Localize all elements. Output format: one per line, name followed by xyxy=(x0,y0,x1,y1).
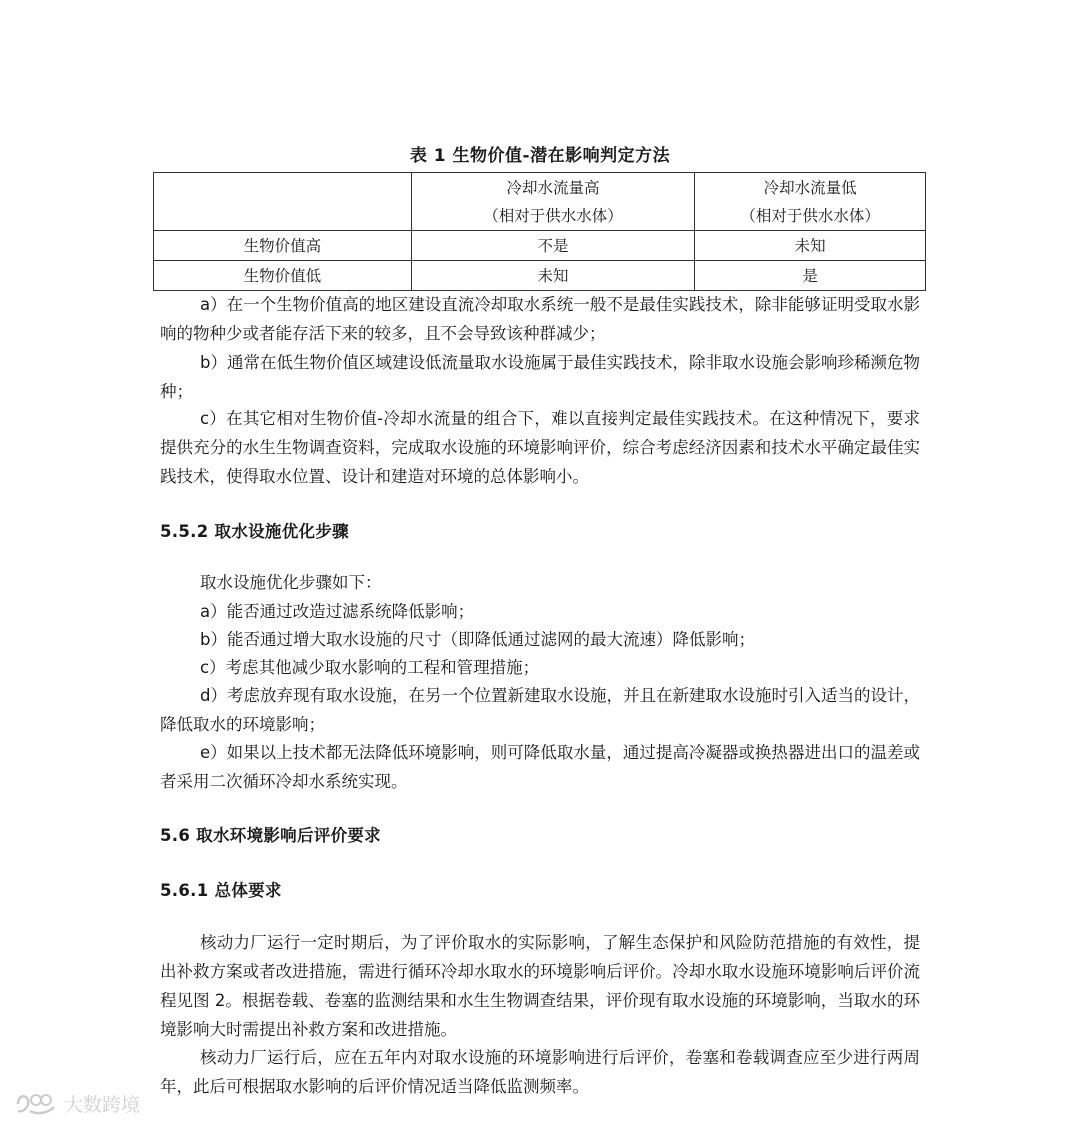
row-label: 生物价值低 xyxy=(154,261,412,291)
list-item: e）如果以上技术都无法降低环境影响，则可降低取水量，通过提高冷凝器或换热器进出口的温差或者采用二次循环冷却水系统实现。 xyxy=(160,743,920,791)
list-item: a）能否通过改造过滤系统降低影响； xyxy=(200,602,475,621)
cell-high: 不是 xyxy=(411,231,695,261)
header-flow-low xyxy=(695,173,926,231)
header-flow-low-line1: 冷却水流量低 xyxy=(763,178,857,197)
header-flow-high xyxy=(411,173,695,231)
table-corner-cell xyxy=(154,173,412,231)
list-item: d）考虑放弃现有取水设施，在另一个位置新建取水设施，并且在新建取水设施时引入适当的设计，降低取水的环境影响； xyxy=(160,686,920,734)
table-row xyxy=(154,261,926,291)
section-heading-552: 5.5.2 取水设施优化步骤 xyxy=(160,522,349,541)
section-heading-56: 5.6 取水环境影响后评价要求 xyxy=(160,826,381,845)
list-intro: 取水设施优化步骤如下： xyxy=(200,573,382,592)
row-label: 生物价值高 xyxy=(154,231,412,261)
header-flow-low-line2: （相对于供水水体） xyxy=(740,206,880,225)
paragraph-b: b）通常在低生物价值区域建设低流量取水设施属于最佳实践技术，除非取水设施会影响珍稀濒危物种； xyxy=(160,353,920,401)
header-flow-high-line2: （相对于供水水体） xyxy=(483,206,623,225)
table-header-row xyxy=(154,173,926,231)
paragraph-c: c）在其它相对生物价值-冷却水流量的组合下，难以直接判定最佳实践技术。在这种情况下，要求提供充分的水生生物调查资料，完成取水设施的环境影响评价，综合考虑经济因素和技术水平确定最佳实践技术，使得取水位置、设计和建造对环境的总体影响小。 xyxy=(160,409,920,486)
cell-high: 未知 xyxy=(411,261,695,291)
table-title: 表 1 生物价值-潜在影响判定方法 xyxy=(409,146,671,166)
cell-low: 未知 xyxy=(695,231,926,261)
header-flow-high-line1: 冷却水流量高 xyxy=(506,178,600,197)
paragraph-561-1: 核动力厂运行一定时期后，为了评价取水的实际影响，了解生态保护和风险防范措施的有效性，提出补救方案或者改进措施，需进行循环冷却水取水的环境影响后评价。冷却水取水设施环境影响后评价流程见图 2。根据卷载、卷塞的监测结果和水生生物调查结果，评价现有取水设施的环境影响，当取水的环境影响大时需提出补救方案和改进措施。 xyxy=(160,933,920,1039)
watermark-logo-icon xyxy=(12,1091,58,1117)
list-item: b）能否通过增大取水设施的尺寸（即降低通过滤网的最大流速）降低影响； xyxy=(200,630,755,649)
watermark-text: 大数跨境 xyxy=(64,1094,141,1116)
list-item: c）考虑其他减少取水影响的工程和管理措施； xyxy=(200,658,540,677)
cell-low: 是 xyxy=(695,261,926,291)
judgment-table xyxy=(153,172,926,291)
watermark xyxy=(12,1090,140,1117)
section-heading-561: 5.6.1 总体要求 xyxy=(160,881,282,900)
paragraph-561-2: 核动力厂运行后，应在五年内对取水设施的环境影响进行后评价，卷塞和卷载调查应至少进行两周年，此后可根据取水影响的后评价情况适当降低监测频率。 xyxy=(160,1048,920,1096)
paragraph-a: a）在一个生物价值高的地区建设直流冷却取水系统一般不是最佳实践技术，除非能够证明受取水影响的物种少或者能存活下来的较多，且不会导致该种群减少； xyxy=(160,295,920,343)
table-row xyxy=(154,231,926,261)
